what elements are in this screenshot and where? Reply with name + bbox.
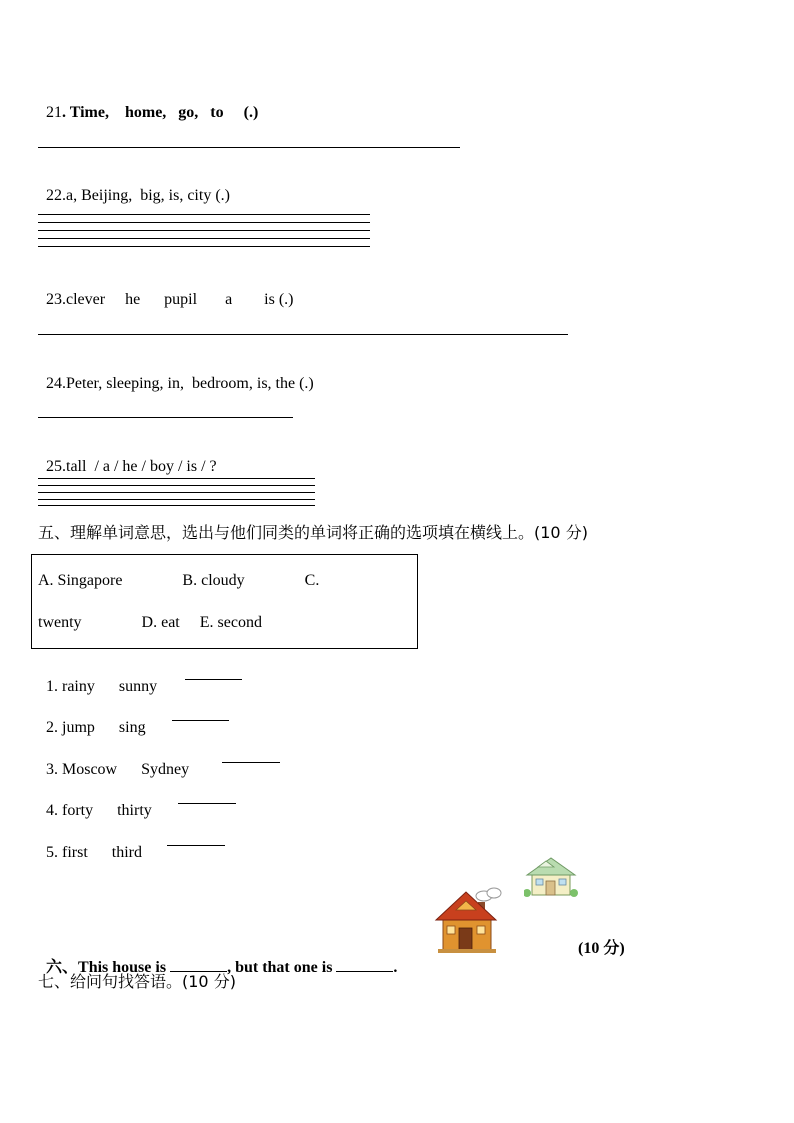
answer-line[interactable]: [38, 222, 370, 223]
item-5: [38, 829, 142, 861]
question-number: 24: [46, 375, 62, 392]
answer-line[interactable]: [38, 147, 460, 148]
section-7-heading: 七、给问句找答语。(10 分): [38, 972, 236, 991]
item-text: 2. jump sing: [46, 719, 146, 736]
answer-line[interactable]: [38, 505, 315, 506]
question-text: .clever he pupil a is (.): [62, 291, 294, 308]
options-line-2: twenty D. eat E. second: [38, 614, 262, 631]
item-text: 4. forty thirty: [46, 802, 152, 819]
question-22: [38, 172, 230, 204]
question-number: 22: [46, 187, 62, 204]
item-4: [38, 787, 152, 819]
question-text: .Peter, sleeping, in, bedroom, is, the (.): [62, 375, 314, 392]
item-2: [38, 704, 146, 736]
question-24: [38, 360, 314, 392]
item-5-blank[interactable]: [167, 845, 225, 846]
item-text: 5. first third: [46, 844, 142, 861]
options-box: [31, 554, 418, 649]
answer-line[interactable]: [38, 334, 568, 335]
question-number: 23: [46, 291, 62, 308]
question-number: 21: [46, 104, 62, 121]
item-1-blank[interactable]: [185, 679, 242, 680]
item-2-blank[interactable]: [172, 720, 229, 721]
answer-line[interactable]: [38, 238, 370, 239]
item-3: [38, 746, 189, 778]
item-text: 3. Moscow Sydney: [46, 761, 190, 778]
item-4-blank[interactable]: [178, 803, 236, 804]
small-house-image: [524, 855, 578, 897]
question-21: [38, 89, 258, 121]
section-6-text-2: , but that one is: [227, 959, 337, 976]
section-5-heading: 五、理解单词意思，选出与他们同类的单词将正确的选项填在横线上。(10 分): [38, 523, 588, 542]
section-6-text-1: This house is: [78, 959, 171, 976]
red-house-image: [434, 886, 506, 956]
question-25: [38, 443, 217, 475]
options-line-1: A. Singapore B. cloudy C.: [38, 572, 320, 589]
answer-line[interactable]: [38, 417, 293, 418]
item-text: 1. rainy sunny: [46, 678, 158, 695]
answer-line[interactable]: [38, 485, 315, 486]
answer-line[interactable]: [38, 499, 315, 500]
question-23: [38, 276, 294, 308]
question-text: . Time, home, go, to (.): [62, 104, 259, 121]
question-number: 25: [46, 458, 62, 475]
section-6-number: 六、: [46, 957, 79, 976]
answer-line[interactable]: [38, 246, 370, 247]
section-6-text-3: .: [393, 959, 398, 976]
answer-line[interactable]: [38, 230, 370, 231]
item-1: [38, 663, 157, 695]
answer-line[interactable]: [38, 492, 315, 493]
section-6-blank-1[interactable]: [170, 957, 227, 972]
item-3-blank[interactable]: [222, 762, 280, 763]
question-text: .tall / a / he / boy / is / ?: [62, 458, 217, 475]
answer-line[interactable]: [38, 214, 370, 215]
section-6-blank-2[interactable]: [336, 957, 393, 972]
section-6-score: (10 分): [578, 940, 625, 957]
section-6-line: [38, 941, 397, 976]
answer-line[interactable]: [38, 478, 315, 479]
question-text: .a, Beijing, big, is, city (.): [62, 187, 230, 204]
